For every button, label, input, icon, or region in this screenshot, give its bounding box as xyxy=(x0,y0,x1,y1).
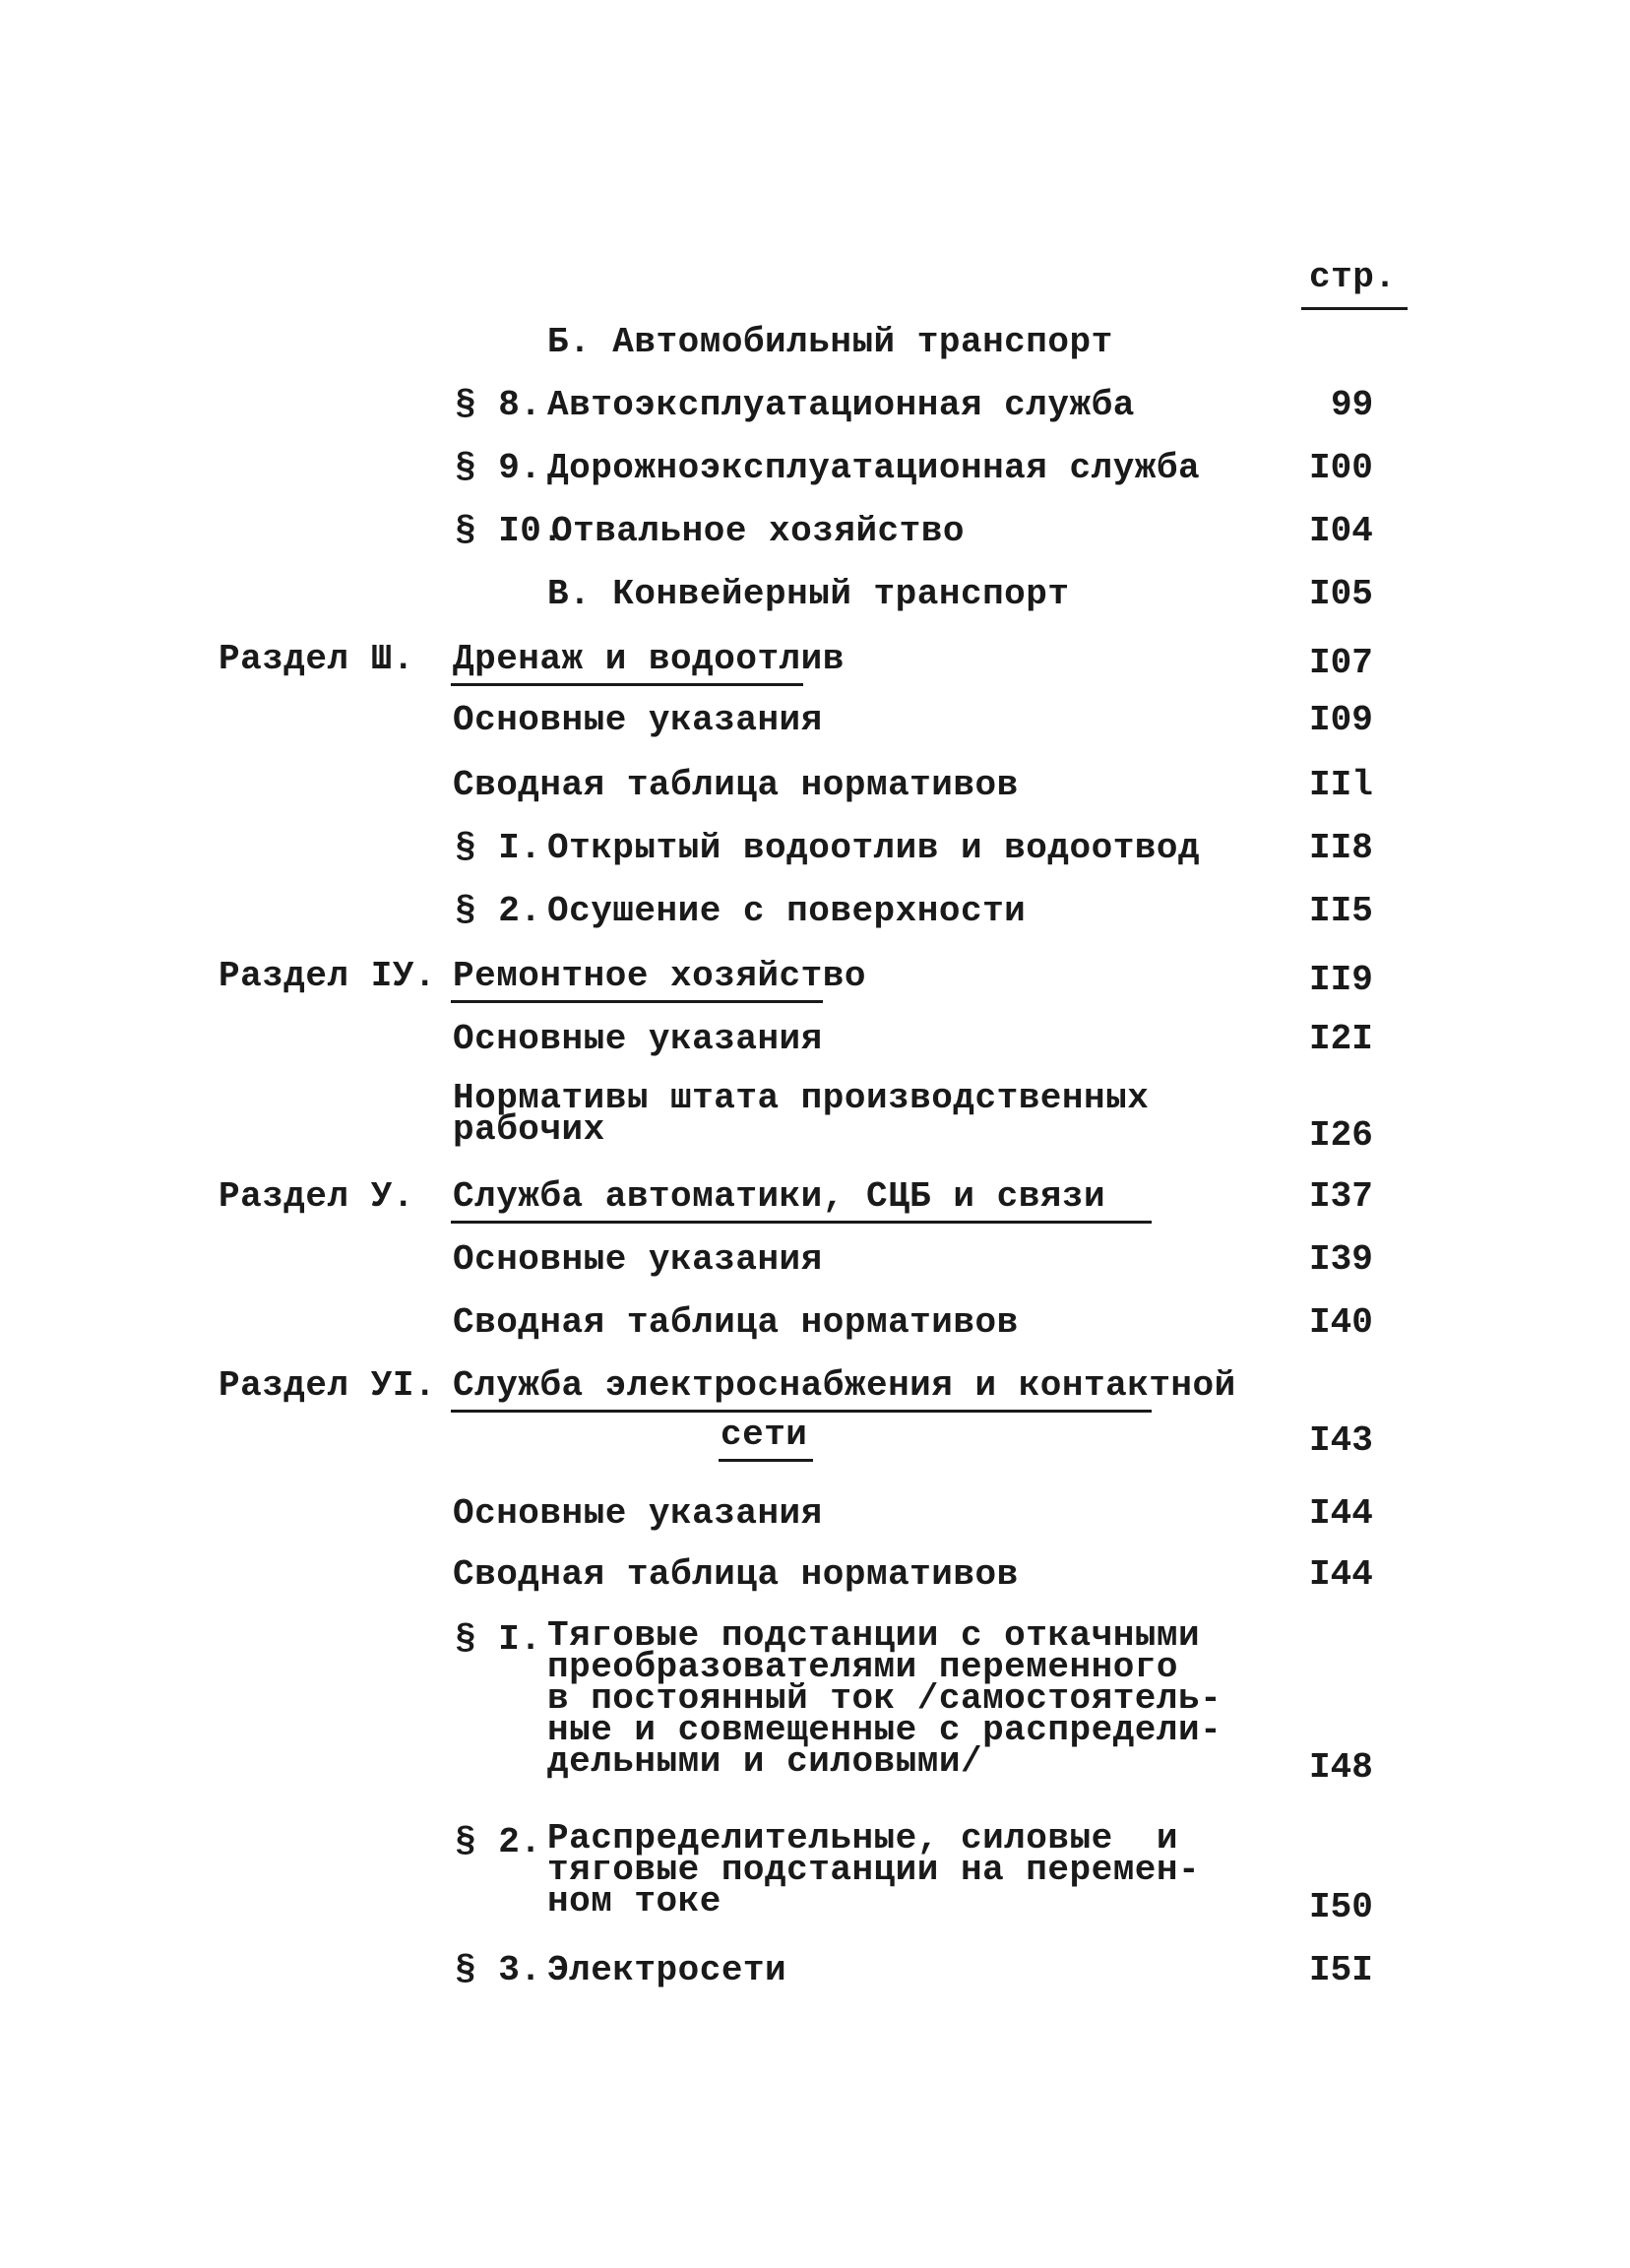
section-title-continuation: сети xyxy=(721,1415,808,1455)
page-number: I26 xyxy=(1309,1115,1373,1156)
paragraph-number: § I. xyxy=(455,828,542,868)
entry-title: Электросети xyxy=(547,1950,787,1990)
paragraph-number: § 3. xyxy=(455,1950,542,1990)
section-title-underline xyxy=(719,1459,813,1462)
page-number: I48 xyxy=(1309,1747,1373,1788)
entry-title: Автоэксплуатационная служба xyxy=(547,385,1135,425)
page-number: I37 xyxy=(1309,1176,1373,1217)
entry-title: Открытый водоотлив и водоотвод xyxy=(547,828,1201,868)
paragraph-number: § 9. xyxy=(455,448,542,488)
page-number: I44 xyxy=(1309,1554,1373,1595)
entry-title: Основные указания xyxy=(453,1019,823,1059)
page-number: I43 xyxy=(1309,1420,1373,1461)
page-number: I07 xyxy=(1309,643,1373,683)
paragraph-number: § I0. xyxy=(455,511,564,551)
page-number: I04 xyxy=(1309,511,1373,551)
subheading-automobile: Б. Автомобильный транспорт xyxy=(547,322,1113,362)
entry-title: Основные указания xyxy=(453,700,823,740)
page-number: I2I xyxy=(1309,1019,1373,1059)
entry-title: Сводная таблица нормативов xyxy=(453,1302,1019,1343)
entry-title: Отвальное хозяйство xyxy=(551,511,965,551)
section-title-underline xyxy=(451,1410,1152,1413)
entry-title: Тяговые подстанции с откачными преобразователями переменного в постоянный ток /самостоятель- ные и совмещенные с распредели- дельными и силовыми/ xyxy=(547,1615,1222,1782)
entry-title: Основные указания xyxy=(453,1239,823,1280)
section-label: Раздел У. xyxy=(219,1176,414,1217)
entry-title: Дорожноэксплуатационная служба xyxy=(547,448,1201,488)
section-title-underline xyxy=(451,1000,823,1003)
page-number: II5 xyxy=(1309,891,1373,931)
page-number: I00 xyxy=(1309,448,1373,488)
page-number: IIl xyxy=(1309,765,1373,805)
page-number: I44 xyxy=(1309,1493,1373,1534)
page-number: I5I xyxy=(1309,1950,1373,1990)
entry-title: Осушение с поверхности xyxy=(547,891,1027,931)
entry-title: Сводная таблица нормативов xyxy=(453,1554,1019,1595)
paragraph-number: § 2. xyxy=(455,1822,542,1862)
page-number: I50 xyxy=(1309,1887,1373,1927)
page-number: II9 xyxy=(1309,960,1373,1000)
entry-title: Нормативы штата производственных рабочих xyxy=(453,1078,1150,1150)
entry-title: Распределительные, силовые и тяговые подстанции на перемен- ном токе xyxy=(547,1818,1201,1922)
section-label: Раздел IУ. xyxy=(219,956,437,996)
section-label: Раздел УI. xyxy=(219,1365,437,1406)
page-number: I39 xyxy=(1309,1239,1373,1280)
section-title-underline xyxy=(451,683,803,686)
section-label: Раздел Ш. xyxy=(219,639,414,679)
section-title-underline xyxy=(451,1221,1152,1224)
entry-title: Сводная таблица нормативов xyxy=(453,765,1019,805)
section-title: Служба электроснабжения и контактной xyxy=(453,1365,1236,1406)
section-title: Дренаж и водоотлив xyxy=(453,639,845,679)
page-column-underline xyxy=(1301,307,1408,310)
page-number: I40 xyxy=(1309,1302,1373,1343)
subheading-conveyor: В. Конвейерный транспорт xyxy=(547,574,1070,614)
paragraph-number: § 8. xyxy=(455,385,542,425)
section-title: Служба автоматики, СЦБ и связи xyxy=(453,1176,1106,1217)
section-title: Ремонтное хозяйство xyxy=(453,956,866,996)
entry-title: Основные указания xyxy=(453,1493,823,1534)
paragraph-number: § I. xyxy=(455,1619,542,1660)
page-number: II8 xyxy=(1309,828,1373,868)
paragraph-number: § 2. xyxy=(455,891,542,931)
page-number: 99 xyxy=(1331,385,1374,425)
page-number: I05 xyxy=(1309,574,1373,614)
page-number: I09 xyxy=(1309,700,1373,740)
page-column-label: стр. xyxy=(1309,257,1397,297)
